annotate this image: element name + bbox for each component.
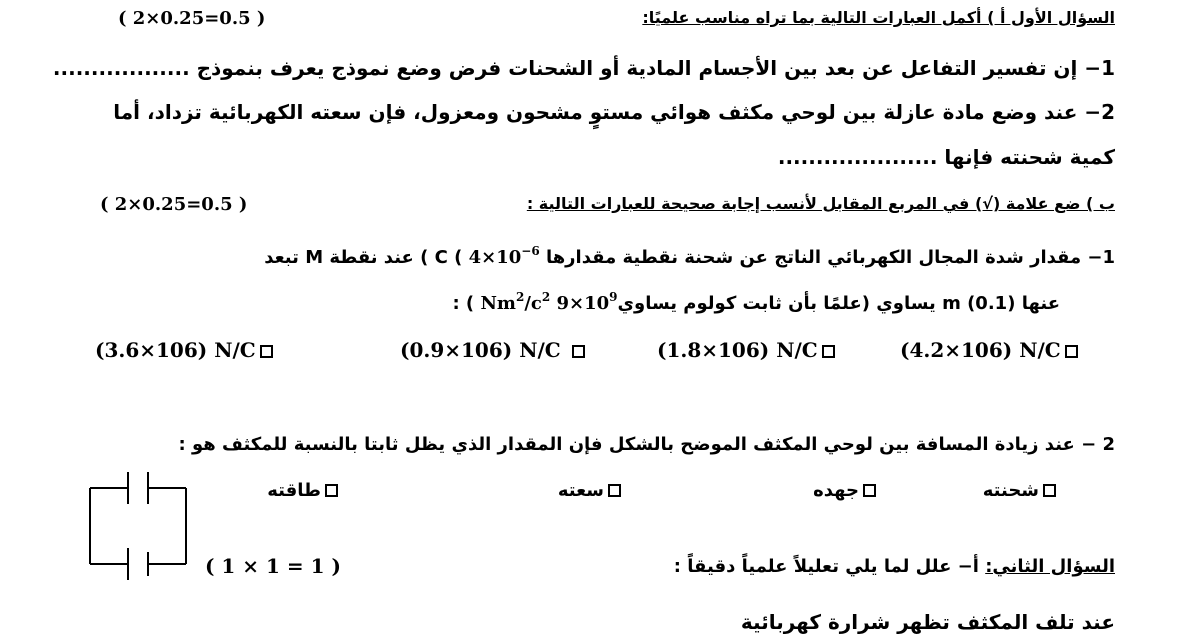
option-c2[interactable]: سعته — [558, 480, 625, 501]
section1-q2-line1: 2− عند وضع مادة عازلة بين لوحي مكثف هوائي مستوٍ مشحون ومعزول، فإن سعته الكهربائية تزداد، أما — [113, 100, 1115, 124]
option-a1[interactable]: (4.2×106) N/C — [900, 338, 1082, 362]
section1b-q2: 2 − عند زيادة المسافة بين لوحي المكثف الموضح بالشكل فإن المقدار الذي يظل ثابتا بالنسبة للمكثف هو : — [178, 434, 1115, 455]
section1-q1: 1− إن تفسير التفاعل عن بعد بين الأجسام المادية أو الشحنات فرض وضع نموذج يعرف بنموذج .................. — [52, 56, 1115, 80]
checkbox[interactable] — [1065, 345, 1078, 358]
option-b1[interactable]: (1.8×106) N/C — [657, 338, 839, 362]
section1b-score: ( 2×0.25=0.5 ) — [100, 194, 248, 215]
section2-partial-line: عند تلف المكثف تظهر شرارة كهربائية — [740, 610, 1115, 634]
section1b-heading: ب ) ضع علامة (√) في المربع المقابل لأنسب إجابة صحيحة للعبارات التالية : — [526, 194, 1115, 213]
checkbox[interactable] — [863, 484, 876, 497]
section1b-q1-line1: 1− مقدار شدة المجال الكهربائي الناتج عن شحنة نقطية مقدارها C ( $4\times 10^{-6}$ ) عند نقطة M تبعد — [264, 244, 1115, 268]
capacitor-circuit-diagram — [86, 468, 196, 584]
section1-score: ( 2×0.25=0.5 ) — [118, 8, 266, 29]
option-d2[interactable]: طاقته — [267, 480, 342, 501]
section2-score: ( 1 × 1 = 1 ) — [205, 554, 341, 578]
option-c1[interactable]: (0.9×106) N/C — [400, 338, 589, 362]
section1-heading: السؤال الأول أ ) أكمل العبارات التالية بما تراه مناسب علميًا: — [642, 8, 1115, 27]
section2-heading-line: السؤال الثاني: أ− علل لما يلي تعليلاً علمياً دقيقاً : — [673, 556, 1115, 577]
option-d1[interactable]: (3.6×106) N/C — [95, 338, 277, 362]
section1-q2-line2: كمية شحنته فإنها ..................... — [777, 145, 1115, 169]
checkbox[interactable] — [1043, 484, 1056, 497]
checkbox[interactable] — [325, 484, 338, 497]
checkbox[interactable] — [260, 345, 273, 358]
checkbox[interactable] — [822, 345, 835, 358]
checkbox[interactable] — [608, 484, 621, 497]
option-b2[interactable]: جهده — [813, 480, 880, 501]
option-a2[interactable]: شحنته — [983, 480, 1060, 501]
section1b-q1-line2: عنها m (0.1) يساوي (علمًا بأن ثابت كولوم $يساويNm^2/c^2$ $9\times 10^9$ ) : — [452, 290, 1060, 314]
checkbox[interactable] — [572, 345, 585, 358]
